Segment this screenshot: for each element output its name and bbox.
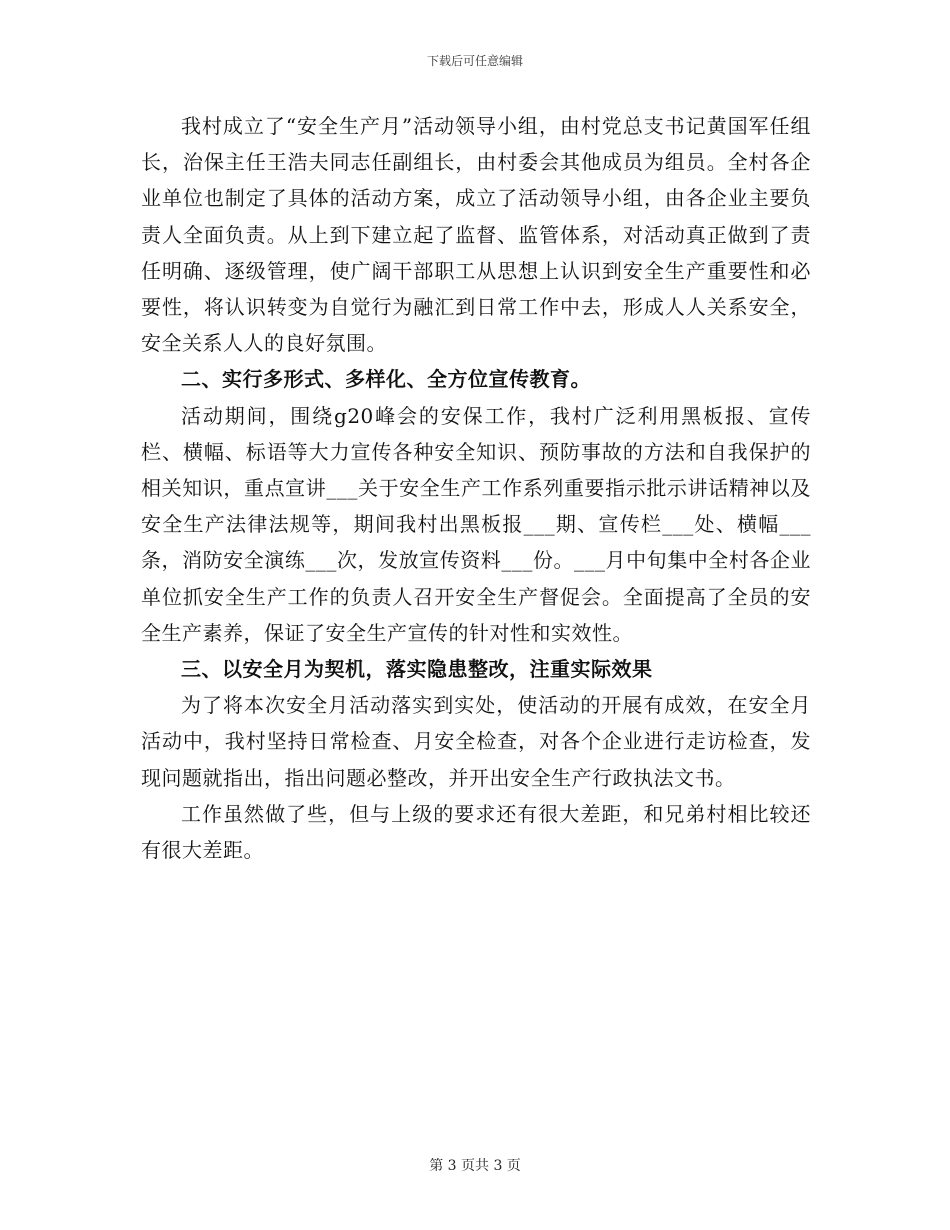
section-heading-3: 三、以安全月为契机，落实隐患整改，注重实际效果 [181,657,653,682]
section-heading-2: 二、实行多形式、多样化、全方位宣传教育。 [181,367,591,392]
paragraph-leadership-group: 我村成立了“安全生产月”活动领导小组，由村党总支书记黄国军任组长，治保主任王浩夫同志任副组长，由村委会其他成员为组员。全村各企业单位也制定了具体的活动方案，成立了活动领导小组，由各企业主要负责人全面负责。从上到下建立起了监督、监管体系，对活动真正做到了责任明确、逐级管理，使广阔干部职工从思想上认识到安全生产重要性和必要性，将认识转变为自觉行为融汇到日常工作中去，形成人人关系安全，安全关系人人的良好氛围。 [141,114,811,356]
paragraph-conclusion: 工作虽然做了些，但与上级的要求还有很大差距，和兄弟村相比较还有很大差距。 [141,801,811,863]
document-body [141,108,811,868]
paragraph-inspection: 为了将本次安全月活动落实到实处，使活动的开展有成效，在安全月活动中，我村坚持日常检查、月安全检查，对各个企业进行走访检查，发现问题就指出，指出问题必整改，并开出安全生产行政执法文书。 [141,693,811,790]
page-footer: 第 3 页共 3 页 [429,1158,521,1174]
paragraph-publicity: 活动期间，围绕g20峰会的安保工作，我村广泛利用黑板报、宣传栏、横幅、标语等大力宣传各种安全知识、预防事故的方法和自我保护的相关知识，重点宣讲___关于安全生产工作系列重要指示批示讲话精神以及安全生产法律法规等，期间我村出黑板报___期、宣传栏___处、横幅___条，消防安全演练___次，发放宣传资料___份。___月中旬集中全村各企业单位抓安全生产工作的负责人召开安全生产督促会。全面提高了全员的安全生产素养，保证了安全生产宣传的针对性和实效性。 [141,403,811,645]
page-header: 下载后可任意编辑 [426,54,523,68]
